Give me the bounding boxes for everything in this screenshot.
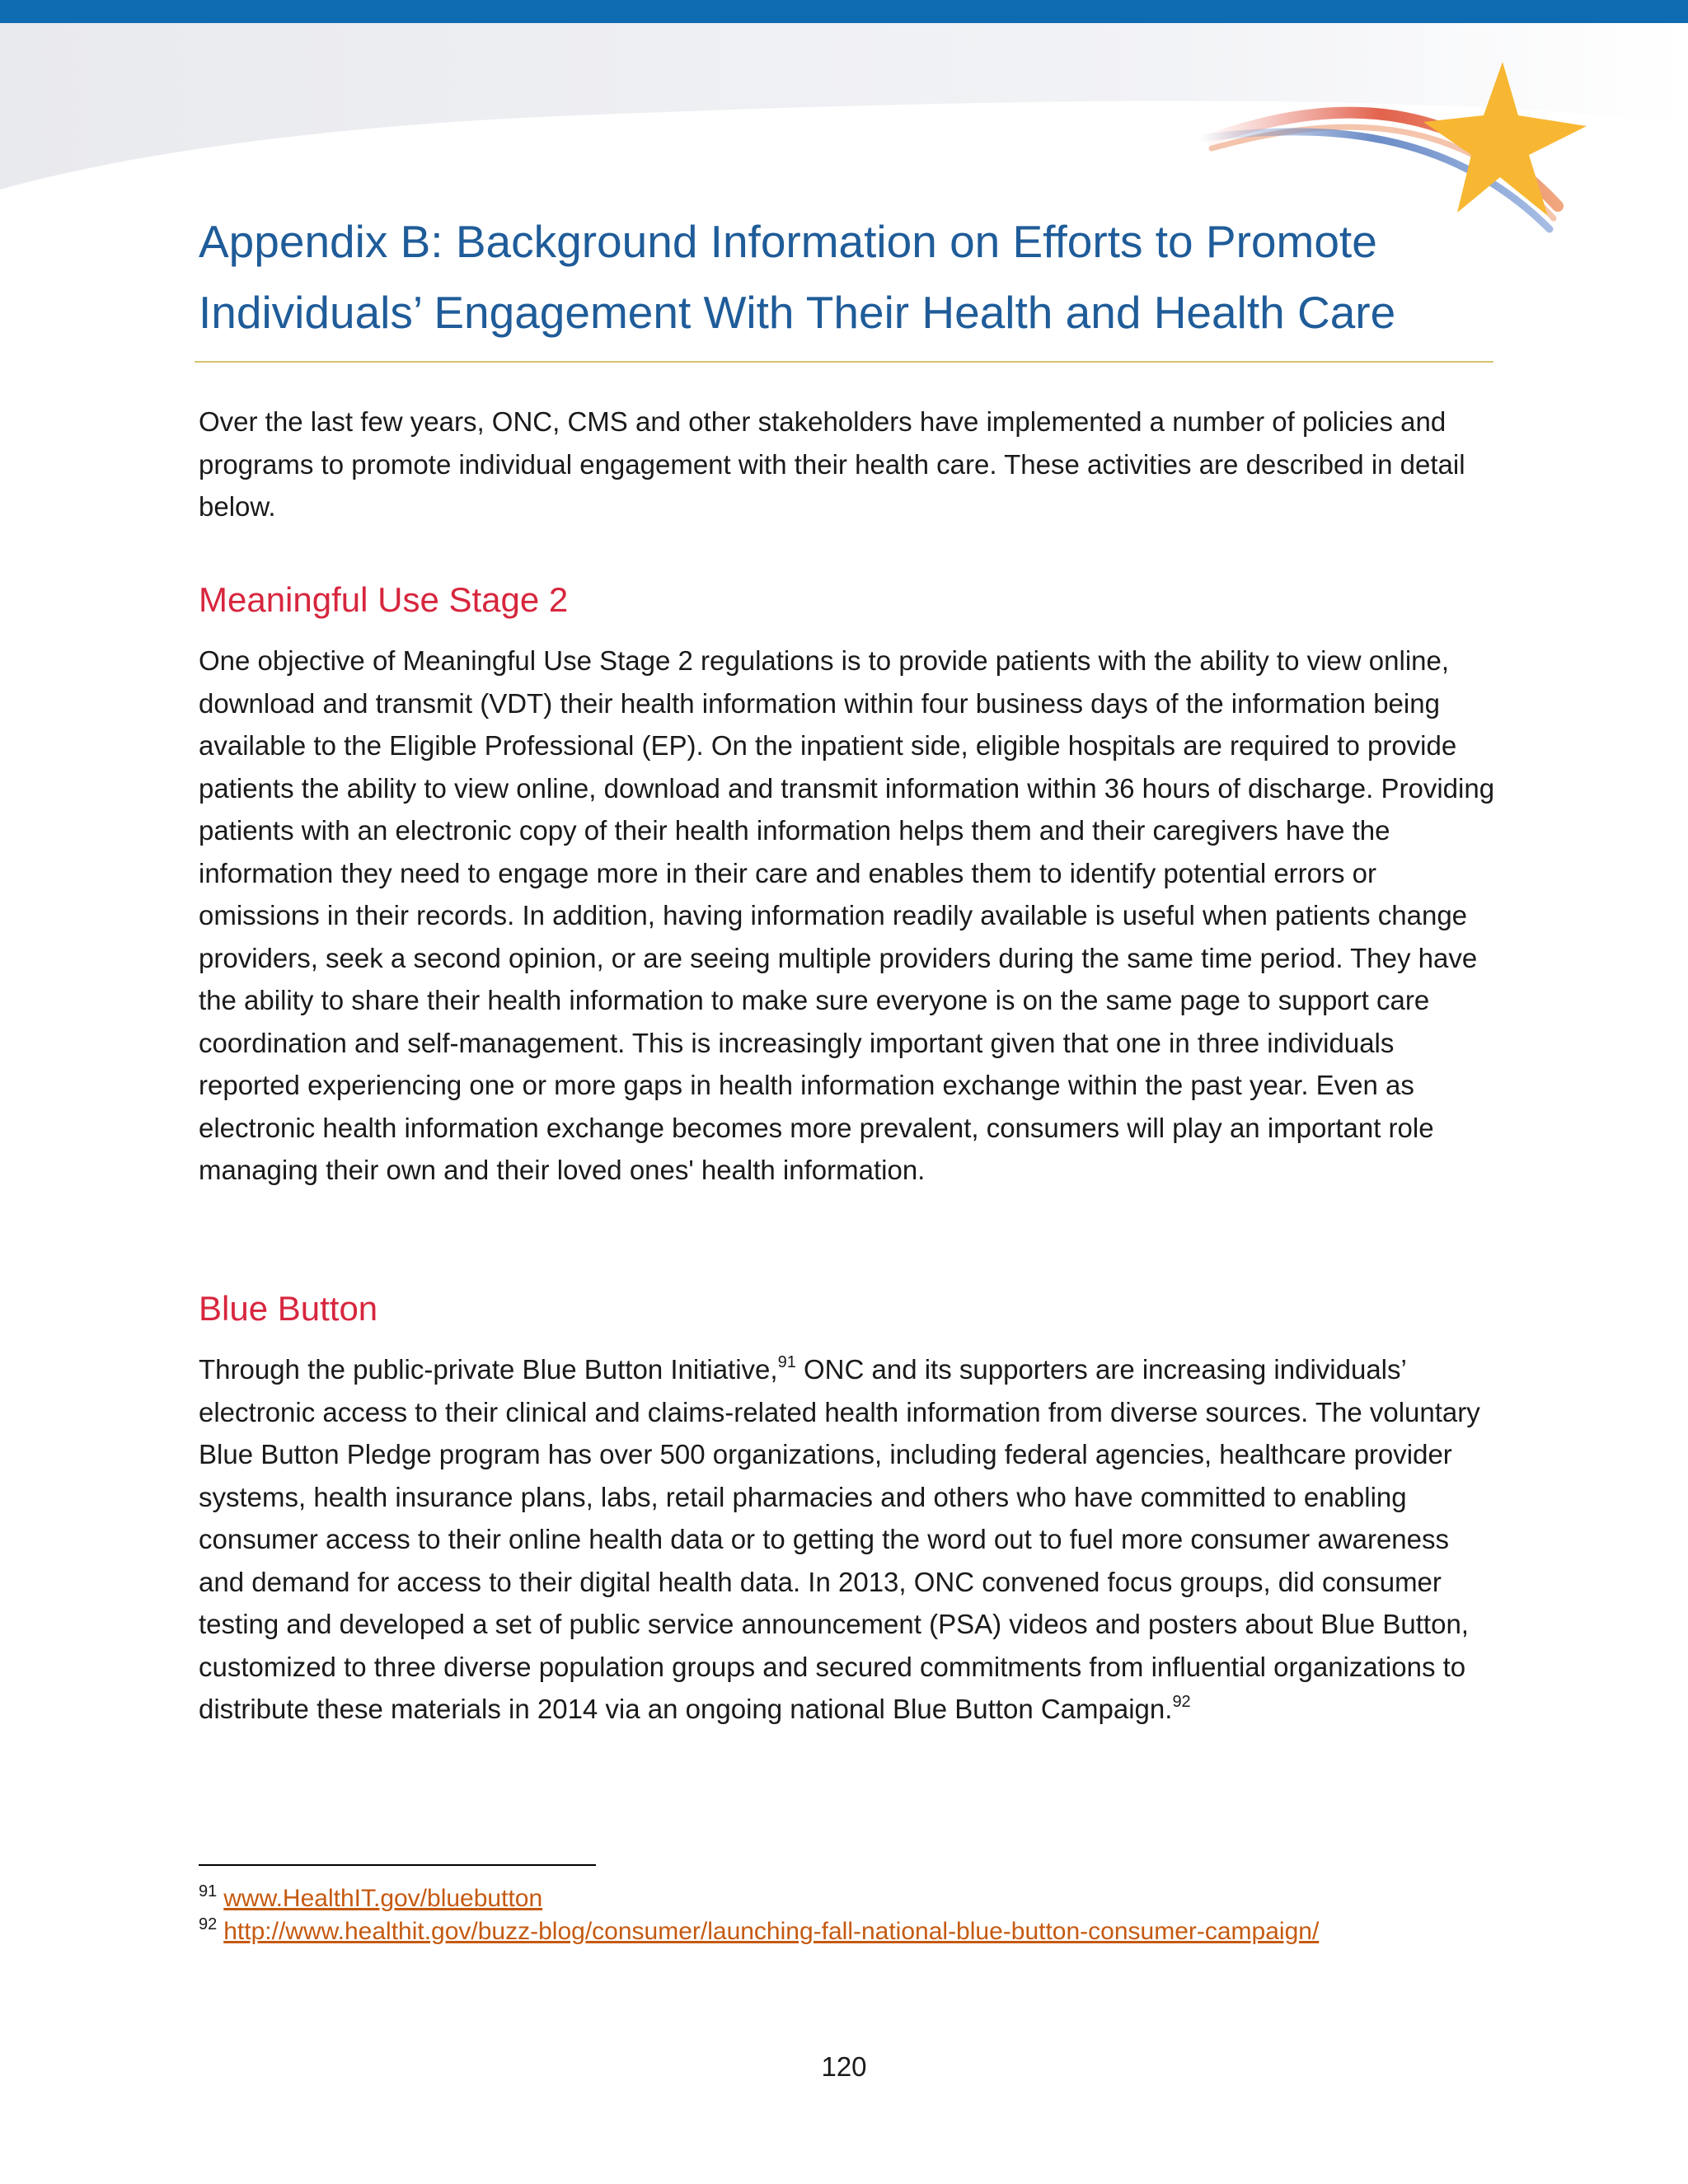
blue-button-text-part-2: ONC and its supporters are increasing individuals’ electronic access to their clinical and claims-related health information from diverse sources. The voluntary Blue Button Pledge program has over 500 organizations, including federal agencies, healthcare provider systems, health insurance plans, labs, retail pharmacies and others who have committed to enabling consumer access to their online health data or to getting the word out to fuel more consumer awareness and demand for access to their digital health data. In 2013, ONC convened focus groups, did consumer testing and developed a set of public service announcement (PSA) videos and posters about Blue Button, customized to three diverse population groups and secured commitments from influential organizations to distribute these materials in 2014 via an ongoing national Blue Button Campaign.	[199, 1354, 1480, 1724]
meaningful-use-heading: Meaningful Use Stage 2	[199, 580, 569, 619]
blue-button-heading: Blue Button	[199, 1289, 378, 1328]
footnote-91	[199, 1882, 542, 1915]
title-divider	[195, 361, 1493, 363]
page-number: 120	[821, 2051, 867, 2082]
meaningful-use-paragraph: One objective of Meaningful Use Stage 2 regulations is to provide patients with the ability to view online, download and transmit (VDT) their health information within four business days of the information being available to the Eligible Professional (EP). On the inpatient side, eligible hospitals are required to provide patients the ability to view online, download and transmit information within 36 hours of discharge. Providing patients with an electronic copy of their health information helps them and their caregivers have the information they need to engage more in their care and enables them to identify potential errors or omissions in their records. In addition, having information readily available is useful when patients change providers, seek a second opinion, or are seeing multiple providers during the same time period. They have the ability to share their health information to make sure everyone is on the same page to support care coordination and self-management. This is increasingly important given that one in three individuals reported experiencing one or more gaps in health information exchange within the past year. Even as electronic health information exchange becomes more prevalent, consumers will play an important role managing their own and their loved ones' health information.	[199, 645, 1495, 1185]
intro-paragraph: Over the last few years, ONC, CMS and other stakeholders have implemented a number of policies and programs to promote individual engagement with their health care. These activities are described in detail below.	[199, 406, 1465, 522]
footnote-ref-91[interactable]: 91	[777, 1353, 796, 1371]
blue-button-text-part-1: Through the public-private Blue Button Initiative,	[199, 1354, 778, 1385]
footnote-92	[199, 1915, 1319, 1948]
footnote-link-campaign[interactable]: http://www.healthit.gov/buzz-blog/consumer/launching-fall-national-blue-button-consumer-campaign/	[223, 1918, 1320, 1945]
page-title	[199, 206, 1517, 348]
blue-button-paragraph	[199, 1348, 1501, 1731]
page-title-line-1: Appendix B: Background Information on Efforts to Promote	[199, 216, 1377, 267]
footnote-ref-92[interactable]: 92	[1172, 1693, 1191, 1711]
footnote-divider	[199, 1864, 596, 1866]
footnote-link-bluebutton[interactable]: www.HealthIT.gov/bluebutton	[223, 1885, 543, 1912]
page-title-line-2: Individuals’ Engagement With Their Health and Health Care	[199, 287, 1396, 338]
footnote-number: 92	[199, 1915, 218, 1933]
footnote-number: 91	[199, 1882, 218, 1900]
